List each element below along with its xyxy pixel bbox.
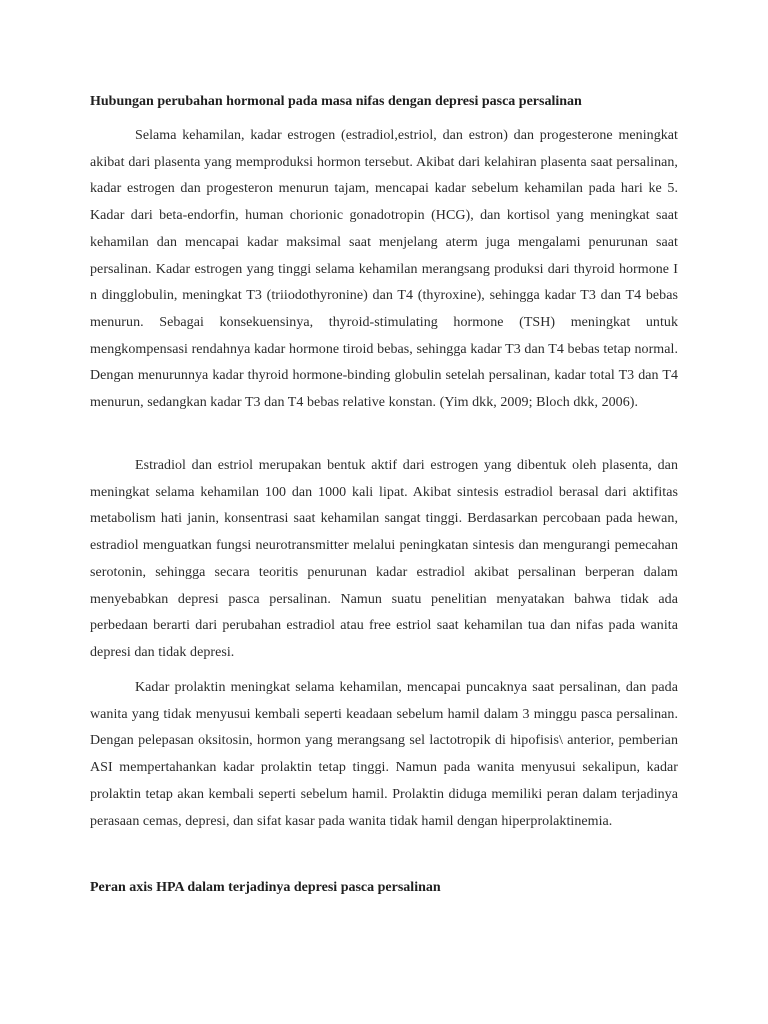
paragraph-estradiol-estriol: Estradiol dan estriol merupakan bentuk aktif dari estrogen yang dibentuk oleh plasenta, dan meningkat selama kehamilan 100 dan 1000 kali lipat. Akibat sintesis estradiol berasal dari aktifitas metabolism hati janin, konsentrasi saat kehamilan sangat tinggi. Berdasarkan percobaan pada hewan, estradiol menguatkan fungsi neurotransmitter melalui peningkatan sintesis dan mengurangi pemecahan serotonin, sehingga secara teoritis penurunan kadar estradiol akibat persalinan berperan dalam menyebabkan depresi pasca persalinan. Namun suatu penelitian menyatakan bahwa tidak ada perbedaan berarti dari perubahan estradiol atau free estriol saat kehamilan tua dan nifas pada wanita depresi dan tidak depresi. [90,458,678,660]
paragraph-estrogen-progesterone: Selama kehamilan, kadar estrogen (estradiol,estriol, dan estron) dan progesterone meningkat akibat dari plasenta yang memproduksi hormon tersebut. Akibat dari kelahiran plasenta saat persalinan, kadar estrogen dan progesteron menurun tajam, mencapai kadar sebelum kehamilan pada hari ke 5. Kadar dari beta-endorfin, human chorionic gonadotropin (HCG), dan kortisol yang meningkat saat kehamilan dan mencapai kadar maksimal saat menjelang aterm juga mengalami penurunan saat persalinan. Kadar estrogen yang tinggi selama kehamilan merangsang produksi dari thyroid hormone I n dingglobulin, meningkat T3 (triiodothyronine) dan T4 (thyroxine), sehingga kadar T3 dan T4 bebas menurun. Sebagai konsekuensinya, thyroid-stimulating hormone (TSH) meningkat untuk mengkompensasi rendahnya kadar hormone tiroid bebas, sehingga kadar T3 dan T4 bebas tetap normal. Dengan menurunnya kadar thyroid hormone-binding globulin setelah persalinan, kadar total T3 dan T4 menurun, sedangkan kadar T3 dan T4 bebas relative konstan. (Yim dkk, 2009; Bloch dkk, 2006). [90,128,678,411]
paragraph-prolactin: Kadar prolaktin meningkat selama kehamilan, mencapai puncaknya saat persalinan, dan pada wanita yang tidak menyusui kembali seperti keadaan sebelum hamil dalam 3 minggu pasca persalinan. Dengan pelepasan oksitosin, hormon yang merangsang sel lactotropik di hipofisis\ anterior, pemberian ASI mempertahankan kadar prolaktin tetap tinggi. Namun pada wanita menyusui sekalipun, kadar prolaktin tetap akan kembali seperti sebelum hamil. Prolaktin diduga memiliki peran dalam terjadinya perasaan cemas, depresi, dan sifat kasar pada wanita tidak hamil dengan hiperprolaktinemia. [90,680,678,829]
section-heading-hormonal-changes: Hubungan perubahan hormonal pada masa nifas dengan depresi pasca persalinan [90,94,582,109]
section-heading-hpa-axis: Peran axis HPA dalam terjadinya depresi pasca persalinan [90,880,441,895]
